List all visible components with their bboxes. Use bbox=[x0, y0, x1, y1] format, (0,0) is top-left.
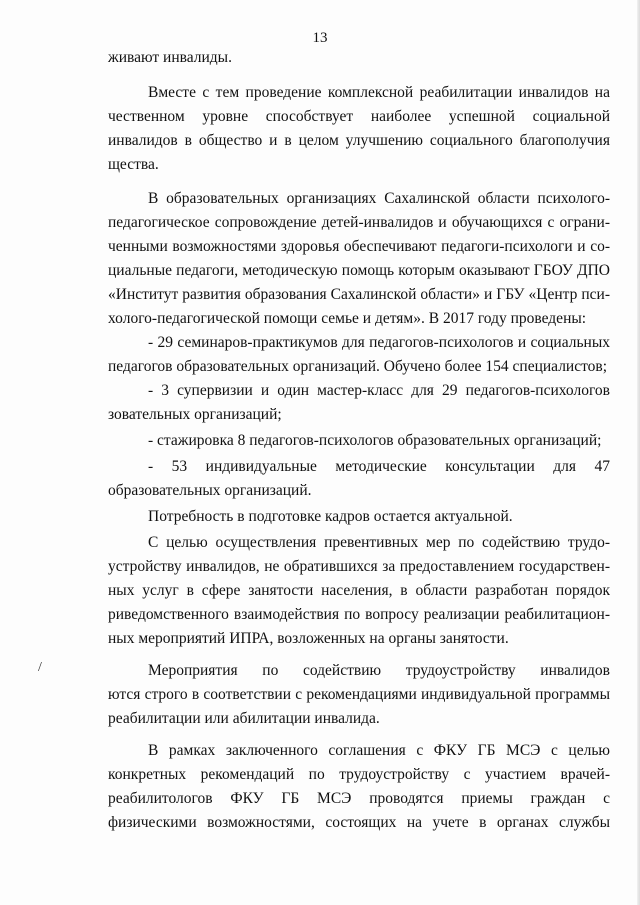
text-line: щества. bbox=[108, 156, 159, 173]
text-line: риведомственного взаимодействия по вопросу реализации реабилитацион- bbox=[108, 606, 610, 623]
margin-mark: / bbox=[38, 660, 42, 675]
list-item: - стажировка 8 педагогов-психологов образовательных организаций; bbox=[148, 432, 602, 449]
text-line: чественном уровне способствует наиболее успешной социальной bbox=[108, 108, 610, 125]
text-line: ются строго в соответствии с рекомендациями индивидуальной программы bbox=[108, 686, 610, 703]
text-line: ных мероприятий ИПРА, возложенных на органы занятости. bbox=[108, 630, 509, 647]
text-line: Потребность в подготовке кадров остается актуальной. bbox=[148, 508, 513, 525]
list-item: - 3 супервизии и один мастер-класс для 29 педагогов-психологов bbox=[148, 382, 610, 399]
text-line: Вместе с тем проведение комплексной реабилитации инвалидов на bbox=[148, 84, 610, 101]
text-line: реабилитологов ФКУ ГБ МСЭ проводятся приемы граждан с bbox=[108, 790, 610, 807]
text-line: С целью осуществления превентивных мер по содействию трудо- bbox=[148, 534, 610, 551]
text-line: Мероприятия по содействию трудоустройству инвалидов bbox=[148, 662, 610, 679]
text-line: устройству инвалидов, не обратившихся за предоставлением государствен- bbox=[108, 558, 610, 575]
page-number: 13 bbox=[312, 30, 328, 46]
text-line: В образовательных организациях Сахалинской области психолого- bbox=[148, 190, 610, 207]
text-line: циальные педагоги, методическую помощь которым оказывают ГБОУ ДПО bbox=[108, 262, 610, 279]
text-line: образовательных организаций. bbox=[108, 482, 312, 499]
list-item: - 53 индивидуальные методические консультации для 47 bbox=[148, 458, 610, 475]
text-line: ных услуг в сфере занятости населения, в области разработан порядок bbox=[108, 582, 610, 599]
text-line: конкретных рекомендаций по трудоустройству с участием врачей- bbox=[108, 766, 610, 783]
text-line: ченными возможностями здоровья обеспечивают педагоги-психологи и со- bbox=[108, 238, 610, 255]
text-line: инвалидов в общество и в целом улучшению социального благополучия bbox=[108, 132, 610, 149]
text-line: педагогическое сопровождение детей-инвалидов и обучающихся с ограни- bbox=[108, 214, 610, 231]
text-line: живают инвалиды. bbox=[108, 49, 232, 66]
text-line: реабилитации или абилитации инвалида. bbox=[108, 710, 380, 727]
list-item: - 29 семинаров-практикумов для педагогов-психологов и социальных bbox=[148, 334, 610, 351]
text-line: педагогов образовательных организаций. Обучено более 154 специалистов; bbox=[108, 358, 608, 375]
text-line: «Институт развития образования Сахалинской области» и ГБУ «Центр пси- bbox=[108, 286, 610, 303]
text-line: В рамках заключенного соглашения с ФКУ ГБ МСЭ с целью bbox=[148, 742, 610, 759]
text-line: холого-педагогической помощи семье и детям». В 2017 году проведены: bbox=[108, 310, 587, 327]
text-line: зовательных организаций; bbox=[108, 406, 282, 423]
text-line: физическими возможностями, состоящих на учете в органах службы bbox=[108, 814, 610, 831]
